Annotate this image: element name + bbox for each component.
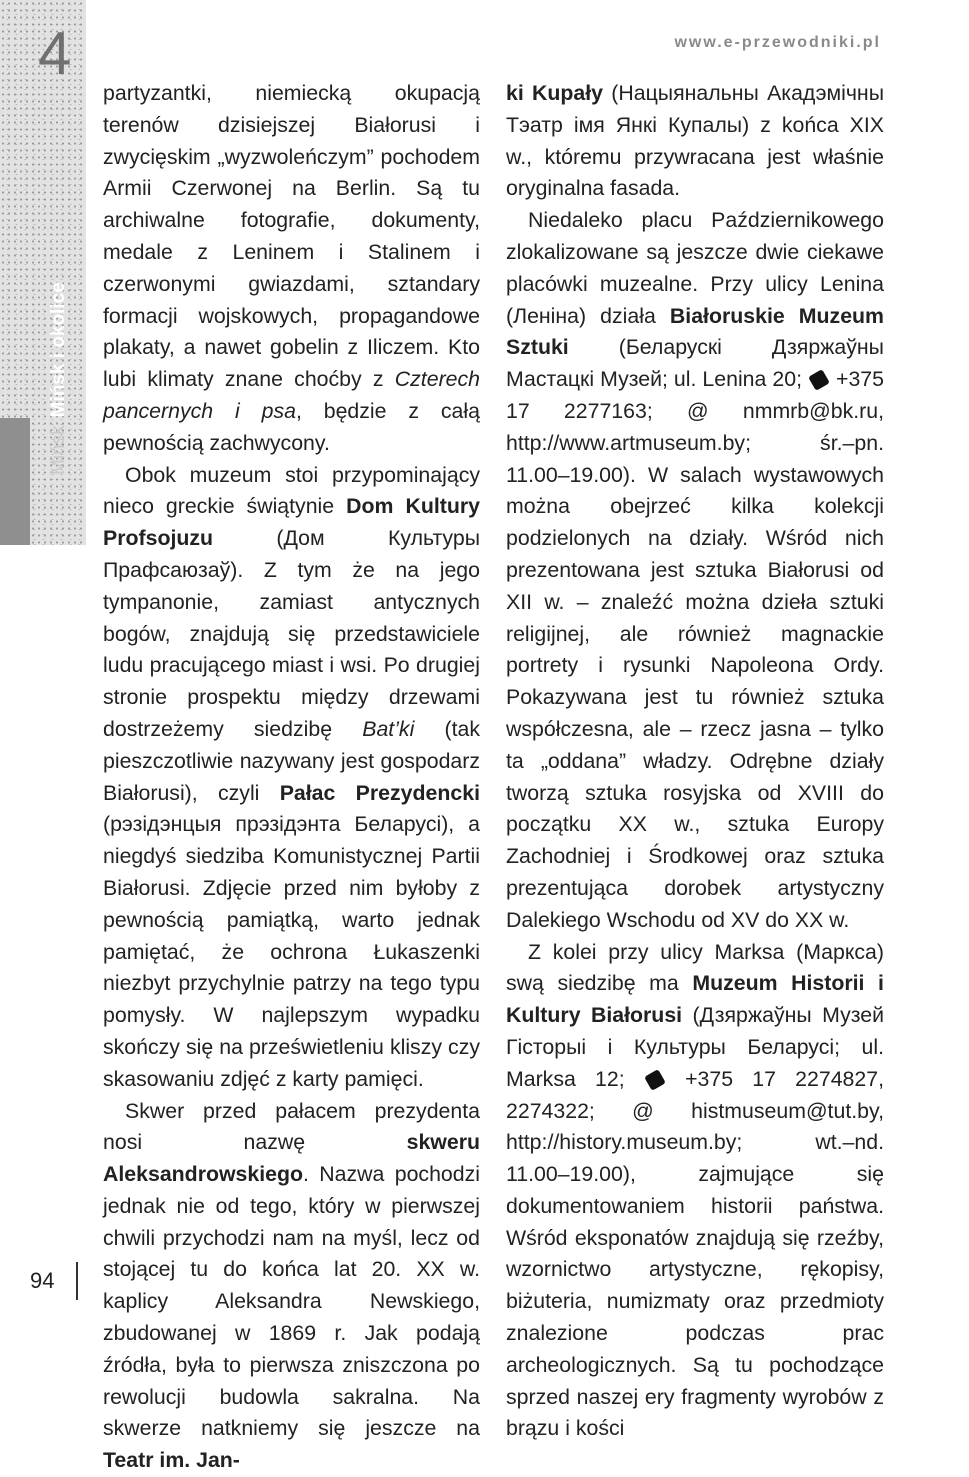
text-run: (рэзідэнцыя прэзідэнта Беларусі), a niegdyś siedziba Komunistycznej Partii Białorusi. Zdjęcie przed nim byłoby z pewnością pamiątką, warto jednak pamiętać, że ochrona Łukaszenki niezbyt przychylnie patrzy na tego typu pomysły. W najlepszym wypadku skończy się na prześwietleniu kliszy czy skasowaniu zdjęć z karty pamięci. [103, 812, 480, 1090]
page-number-divider [76, 1262, 78, 1300]
chapter-section: Mińsk [48, 425, 69, 475]
text-run: Skwer przed pałacem prezydenta nosi nazwę [103, 1099, 480, 1155]
bold-term: skweru Aleksandrowskiego [103, 1130, 480, 1186]
text-run: , będzie z całą pewnością zachwycony. [103, 399, 480, 455]
bold-term: Teatr im. Jan- [103, 1448, 240, 1472]
paragraph-p1 [103, 78, 480, 460]
text-run: (Дзяржаўны Музей Гісторыі і Культуры Беларусі; ul. Marksa 12; [506, 1003, 884, 1091]
text-run: (tak pieszczotliwie nazywany jest gospodarz Białorusi), czyli [103, 717, 480, 805]
phone-icon [644, 1069, 666, 1091]
text-run: Niedaleko placu Październikowego zlokalizowane są jeszcze dwie ciekawe placówki muzealne. Przy ulicy Lenina (Леніна) działa [506, 208, 884, 327]
text-run: partyzantki, niemiecką okupacją terenów dzisiejszej Białorusi i zwycięskim „wyzwoleńczym” pochodem Armii Czerwonej na Berlin. Są tu archiwalne fotografie, dokumenty, medale z Leninem i Stalinem i czerwonymi gwiazdami, sztandary formacji wojskowych, propagandowe plakaty, a nawet gobelin z Iliczem. Kto lubi klimaty znane choćby z [103, 81, 480, 391]
right-column [506, 78, 884, 1445]
paragraph-p6 [506, 937, 884, 1446]
left-column [103, 78, 480, 1477]
paragraph-p3 [103, 1096, 480, 1477]
bold-term: Muzeum Historii i Kultury Białorusi [506, 971, 884, 1027]
chapter-tab [0, 418, 30, 545]
chapter-number: 4 [38, 24, 71, 84]
text-run: (Дом Культуры Прафсаюзаў). Z tym że na jego tympanonie, zamiast antycznych bogów, znajdują się przedstawiciele ludu pracującego miast i wsi. Po drugiej stronie prospektu między drzewami dostrzeżemy siedzibę [103, 526, 480, 741]
italic-term: Bat’ki [362, 717, 414, 741]
chapter-side-label [48, 282, 70, 475]
text-run: (Нацыянальны Акадэмічны Тэатр імя Янкі Купалы) z końca XIX w., któremu przywracana jest właśnie oryginalna fasada. [506, 81, 884, 200]
text-run: . Nazwa pochodzi jednak nie od tego, który w pierwszej chwili przychodzi nam na myśl, lecz od stojącej tu do końca lat 20. XX w. kaplicy Aleksandra Newskiego, zbudowanej w 1869 r. Jak podają źródła, była to pierwsza zniszczona po rewolucji budowla sakralna. Na skwerze natkniemy się jeszcze na [103, 1162, 480, 1440]
bold-term: Dom Kultury Profsojuzu [103, 494, 480, 550]
text-run: +375 17 2277163; @ nmmrb@bk.ru, http://www.artmuseum.by; śr.–pn. 11.00–19.00). W salach wystawowych można obejrzeć kilka kolekcji podzielonych na działy. Wśród nich prezentowana jest sztuka Białorusi od XII w. – znaleźć można dzieła sztuki religijnej, ale również magnackie portrety i rysunki Napoleona Ordy. Pokazywana jest tu również sztuka współczesna, ale – rzecz jasna – tylko ta „oddana” władzy. Odrębne działy tworzą sztuka rosyjska od XVIII do początku XX w., sztuka Europy Zachodniej i Środkowej oraz sztuka prezentująca dorobek artystyczny Dalekiego Wschodu od XV do XX w. [506, 367, 884, 932]
page-number: 94 [30, 1268, 54, 1294]
phone-icon [808, 369, 830, 391]
bold-term: ki Kupały [506, 81, 603, 105]
chapter-subsection: Mińsk i okolice [48, 282, 69, 417]
text-run: Obok muzeum stoi przypominający nieco greckie świątynie [103, 463, 480, 519]
text-run: Z kolei przy ulicy Marksa (Маркса) swą siedzibę ma [506, 940, 884, 996]
bold-term: Pałac Prezydencki [280, 781, 480, 805]
text-run: (Беларускі Дзяржаўны Мастацкі Музей; ul. Lenina 20; [506, 335, 884, 391]
paragraph-p4 [506, 78, 884, 205]
site-url: www.e-przewodniki.pl [674, 34, 881, 52]
paragraph-p5 [506, 205, 884, 936]
bold-term: Białoruskie Muzeum Sztuki [506, 304, 884, 360]
paragraph-p2 [103, 460, 480, 1096]
italic-term: Czterech pancernych i psa [103, 367, 480, 423]
text-run: +375 17 2274827, 2274322; @ histmuseum@tut.by, http://history.museum.by; wt.–nd. 11.00–19.00), zajmujące się dokumentowaniem historii państwa. Wśród eksponatów znajdują się rzeźby, wzornictwo artystyczne, rękopisy, biżuteria, numizmaty oraz przedmioty znalezione podczas prac archeologicznych. Są tu pochodzące sprzed naszej ery fragmenty wyrobów z brązu i kości [506, 1067, 884, 1441]
